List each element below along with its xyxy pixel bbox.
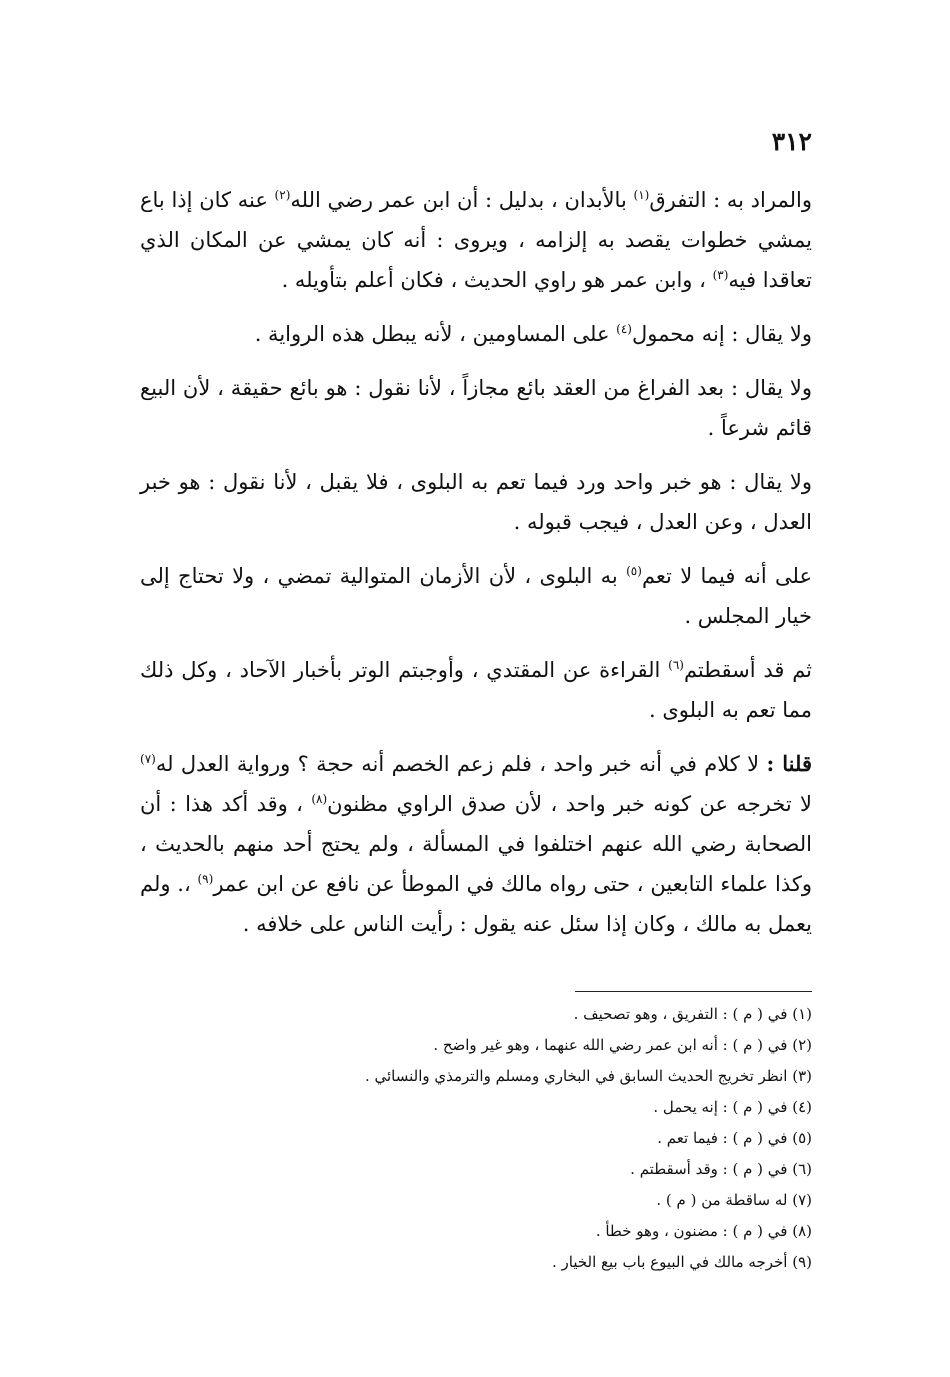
footnote-ref[interactable]: (٧) xyxy=(140,752,156,766)
text-segment: ، وابن عمر هو راوي الحديث ، فكان أعلم بتأويله . xyxy=(281,268,713,292)
text-segment: ولا يقال : بعد الفراغ من العقد بائع مجازاً ، لأنا نقول : هو بائع حقيقة ، لأن البيع قائم شرعاً . xyxy=(140,376,812,440)
response-lead: قلنا : xyxy=(766,751,812,776)
paragraph-2 xyxy=(140,314,812,354)
body-text xyxy=(140,180,812,944)
text-segment: به البلوى ، لأن الأزمان المتوالية تمضي ، ولا تحتاج إلى خيار المجلس . xyxy=(140,564,812,628)
footnote-divider xyxy=(575,991,812,992)
text-segment: ولا يقال : هو خبر واحد ورد فيما تعم به البلوى ، فلا يقبل ، لأنا نقول : هو خبر العدل ، وعن العدل ، فيجب قبوله . xyxy=(140,470,812,534)
text-segment: على أنه فيما لا تعم xyxy=(641,564,813,588)
text-segment: على المساومين ، لأنه يبطل هذه الرواية . xyxy=(254,322,617,346)
footnote-ref[interactable]: (٩) xyxy=(197,872,214,886)
paragraph-6 xyxy=(140,650,812,730)
text-segment: عنه كان إذا باع يمشي خطوات يقصد به إلزامه ، ويروى : أنه كان يمشي عن المكان الذي تعاقدا فيه xyxy=(140,188,812,292)
text-segment: ولا يقال : إنه محمول xyxy=(631,322,812,346)
footnote-item: (٨) في ( م ) : مضنون ، وهو خطأ . xyxy=(595,1222,812,1240)
text-segment: ، وقد أكد هذا : أن الصحابة رضي الله عنهم اختلفوا في المسألة ، ولم يحتج أحد منهم بالحديث ، وكذا علماء التابعين ، حتى رواه مالك في الموطأ عن نافع عن ابن عمر xyxy=(140,792,812,896)
text-segment: لا كلام في أنه خبر واحد ، فلم زعم الخصم أنه حجة ؟ ورواية العدل له xyxy=(155,752,767,776)
footnote-item: (٢) في ( م ) : أنه ابن عمر رضي الله عنهما ، وهو غير واضح . xyxy=(433,1036,812,1054)
text-segment: والمراد به : التفرق xyxy=(649,188,812,212)
paragraph-4 xyxy=(140,462,812,542)
footnote-ref[interactable]: (٤) xyxy=(616,322,632,336)
paragraph-1 xyxy=(140,180,812,300)
footnote-item: (٥) في ( م ) : فيما تعم . xyxy=(657,1129,812,1147)
text-segment: بالأبدان ، بدليل : أن ابن عمر رضي الله xyxy=(290,188,634,212)
text-segment: ثم قد أسقطتم xyxy=(683,658,813,682)
footnote-item: (٧) له ساقطة من ( م ) . xyxy=(656,1191,812,1209)
footnote-ref[interactable]: (٦) xyxy=(668,658,684,672)
footnote-ref[interactable]: (١) xyxy=(633,188,650,202)
footnote-ref[interactable]: (٨) xyxy=(311,792,328,806)
paragraph-7 xyxy=(140,744,812,944)
footnotes xyxy=(140,999,812,1278)
footnote-item: (٤) في ( م ) : إنه يحمل . xyxy=(653,1098,812,1116)
footnote-ref[interactable]: (٣) xyxy=(712,268,729,282)
paragraph-5 xyxy=(140,556,812,636)
footnote-ref[interactable]: (٢) xyxy=(274,188,291,202)
footnote-item: (٦) في ( م ) : وقد أسقطتم . xyxy=(630,1160,812,1178)
text-segment: ،. ولم يعمل به مالك ، وكان إذا سئل عنه يقول : رأيت الناس على خلافه . xyxy=(140,872,812,936)
footnote-ref[interactable]: (٥) xyxy=(626,564,642,578)
footnote-item: (١) في ( م ) : التفريق ، وهو تصحيف . xyxy=(573,1005,812,1023)
footnote-item: (٩) أخرجه مالك في البيوع باب بيع الخيار . xyxy=(551,1253,812,1271)
text-segment: لا تخرجه عن كونه خبر واحد ، لأن صدق الراوي مظنون xyxy=(327,792,813,816)
paragraph-3 xyxy=(140,368,812,448)
text-segment: القراءة عن المقتدي ، وأوجبتم الوتر بأخبار الآحاد ، وكل ذلك مما تعم به البلوى . xyxy=(140,658,812,722)
footnote-item: (٣) انظر تخريج الحديث السابق في البخاري ومسلم والترمذي والنسائي . xyxy=(364,1067,812,1085)
page-number: ٣١٢ xyxy=(771,127,812,156)
